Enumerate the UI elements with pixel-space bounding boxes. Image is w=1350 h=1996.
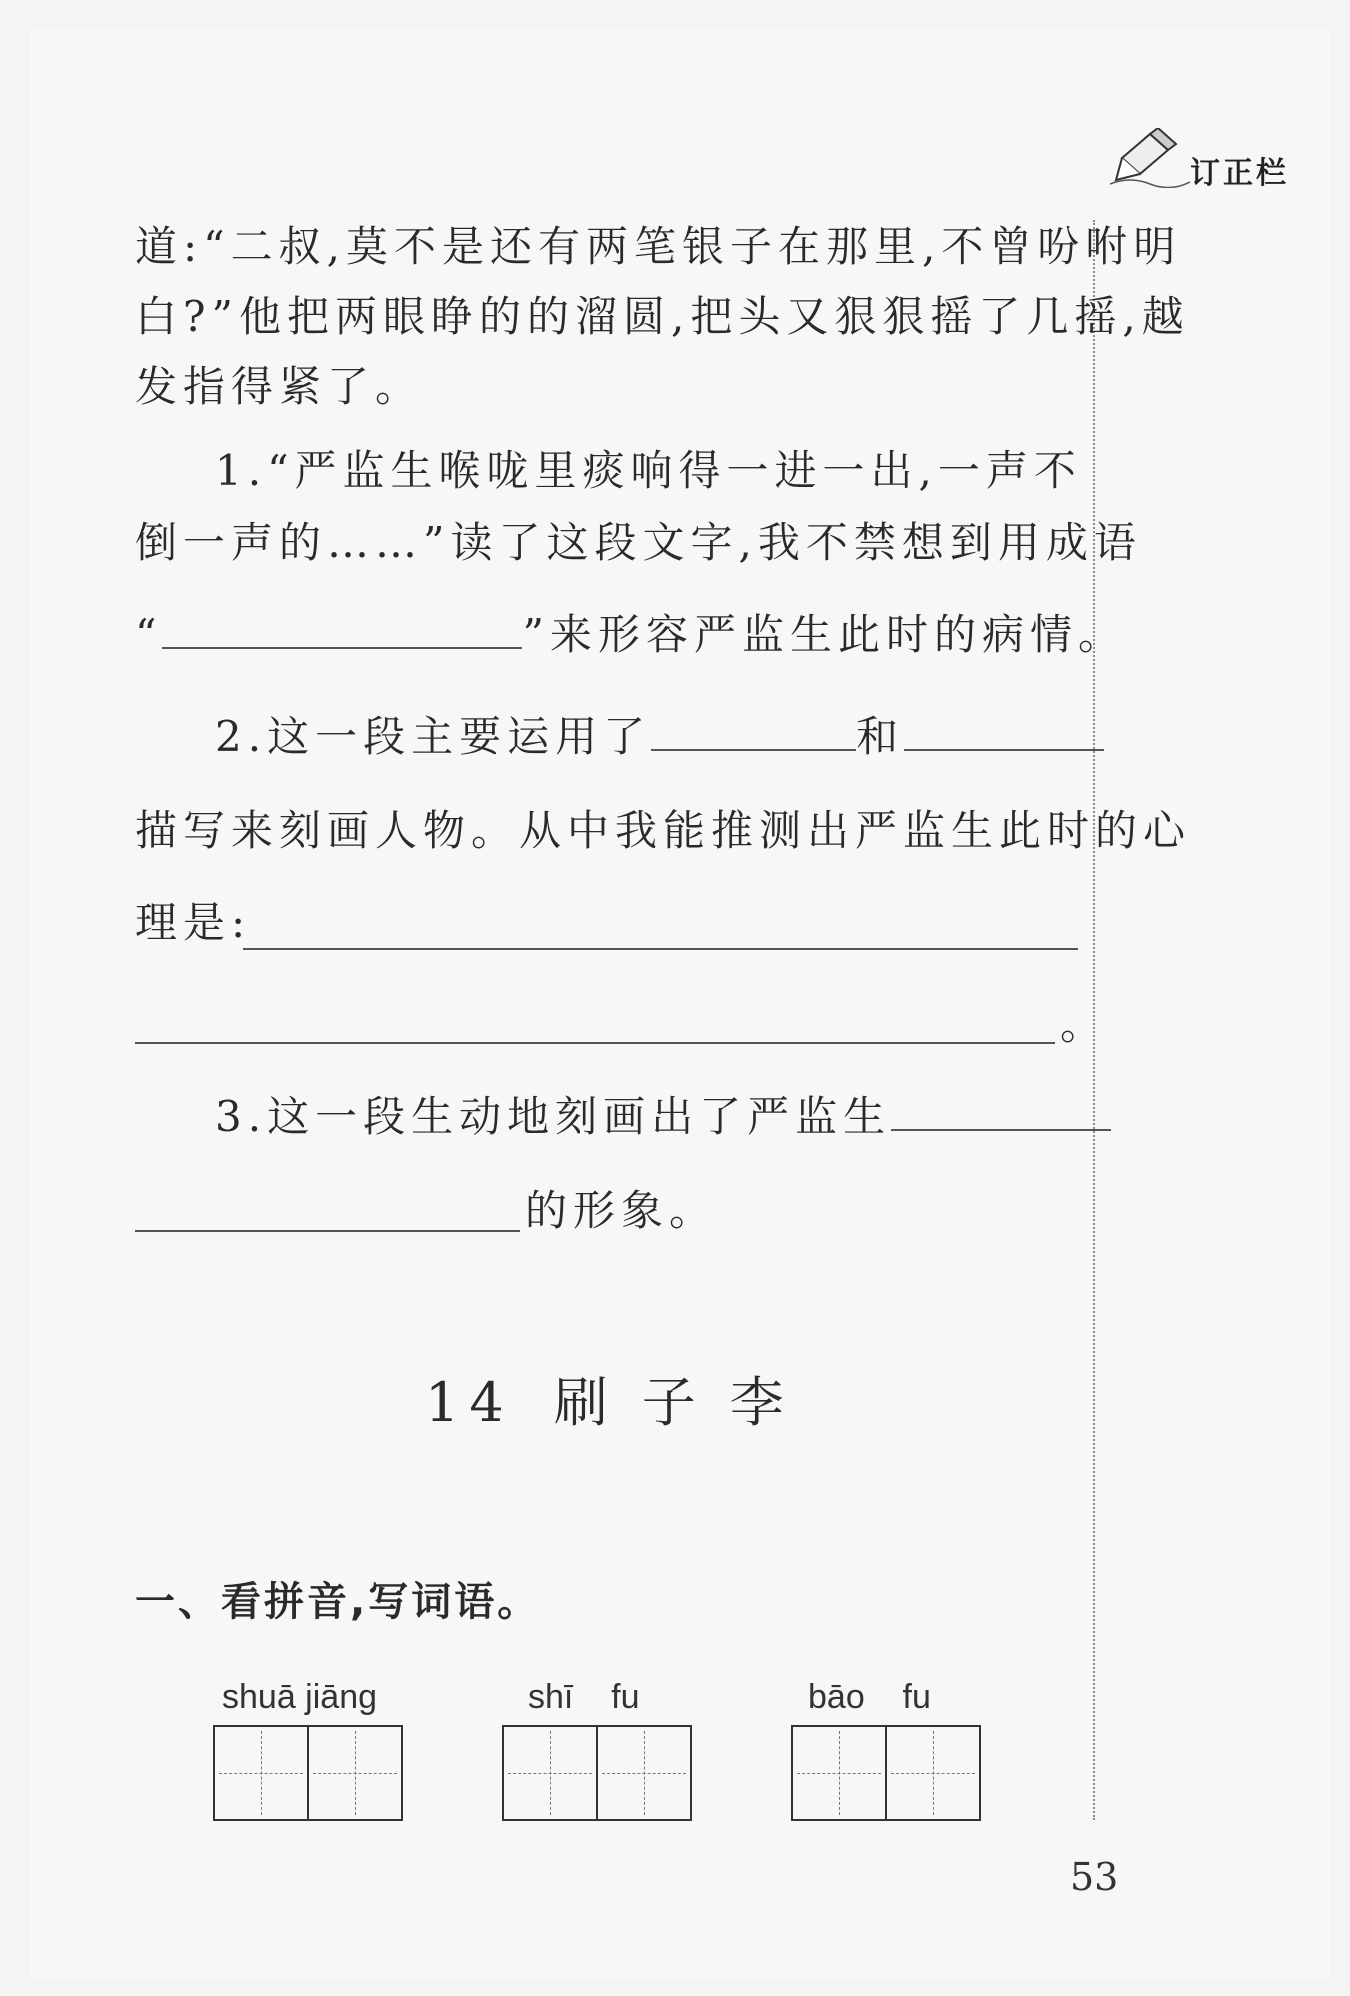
grid-cell[interactable] [885, 1727, 979, 1819]
pinyin-1: shuā jiāng [222, 1678, 378, 1716]
q3-line-1: 3.这一段生动地刻画出了严监生 [215, 1082, 1165, 1152]
writing-grid-3[interactable] [791, 1725, 981, 1821]
passage-line-1: 道:“二叔,莫不是还有两笔银子在那里,不曾吩咐明 [135, 222, 1182, 271]
q3-answer-blank-1[interactable] [891, 1089, 1111, 1131]
passage-line-2: 白?”他把两眼睁的的溜圆,把头又狠狠摇了几摇,越 [135, 292, 1190, 341]
q2-line-2: 描写来刻画人物。从中我能推测出严监生此时的心 [135, 806, 1192, 855]
q3-answer-blank-2[interactable] [135, 1230, 520, 1232]
writing-grid-1[interactable] [213, 1725, 403, 1821]
pinyin-3: bāo fu [808, 1678, 931, 1716]
q1-open-quote: “ [135, 610, 163, 659]
grid-cell[interactable] [307, 1727, 401, 1819]
q2-answer-blank-2[interactable] [904, 709, 1104, 751]
grid-cell[interactable] [215, 1727, 307, 1819]
pencil-icon [1110, 128, 1190, 188]
q1-after-blank: ”来形容严监生此时的病情。 [522, 610, 1126, 659]
q1-line-1: 1.“严监生喉咙里痰响得一进一出,一声不 [215, 446, 1082, 495]
lesson-name: 刷子李 [553, 1371, 818, 1434]
section-heading: 一、看拼音,写词语。 [135, 1579, 541, 1625]
q1-answer-blank[interactable] [162, 607, 522, 649]
q2-line-3-prefix: 理是: [135, 898, 252, 947]
lesson-number: 14 [425, 1371, 514, 1434]
pinyin-2: shī fu [528, 1678, 640, 1716]
page-number: 53 [1070, 1855, 1119, 1899]
q2-end-mark: 。 [1060, 1000, 1109, 1049]
passage-line-3: 发指得紧了。 [135, 362, 424, 411]
q1-line-3 [135, 600, 1126, 670]
q2-line-1: 2.这一段主要运用了 和 [215, 702, 1165, 772]
q2-answer-line-2[interactable] [135, 1042, 1055, 1044]
grid-cell[interactable] [793, 1727, 885, 1819]
q1-line-2: 倒一声的……”读了这段文字,我不禁想到用成语 [135, 518, 1142, 567]
q2-answer-blank-1[interactable] [651, 709, 856, 751]
q2-answer-line-1[interactable] [243, 948, 1078, 950]
lesson-title [425, 1360, 818, 1437]
writing-grid-2[interactable] [502, 1725, 692, 1821]
grid-cell[interactable] [504, 1727, 596, 1819]
q3-after-blank: 的形象。 [525, 1186, 718, 1235]
grid-cell[interactable] [596, 1727, 690, 1819]
q2-and: 和 [856, 712, 905, 761]
correction-column-label: 订正栏 [1190, 156, 1289, 191]
